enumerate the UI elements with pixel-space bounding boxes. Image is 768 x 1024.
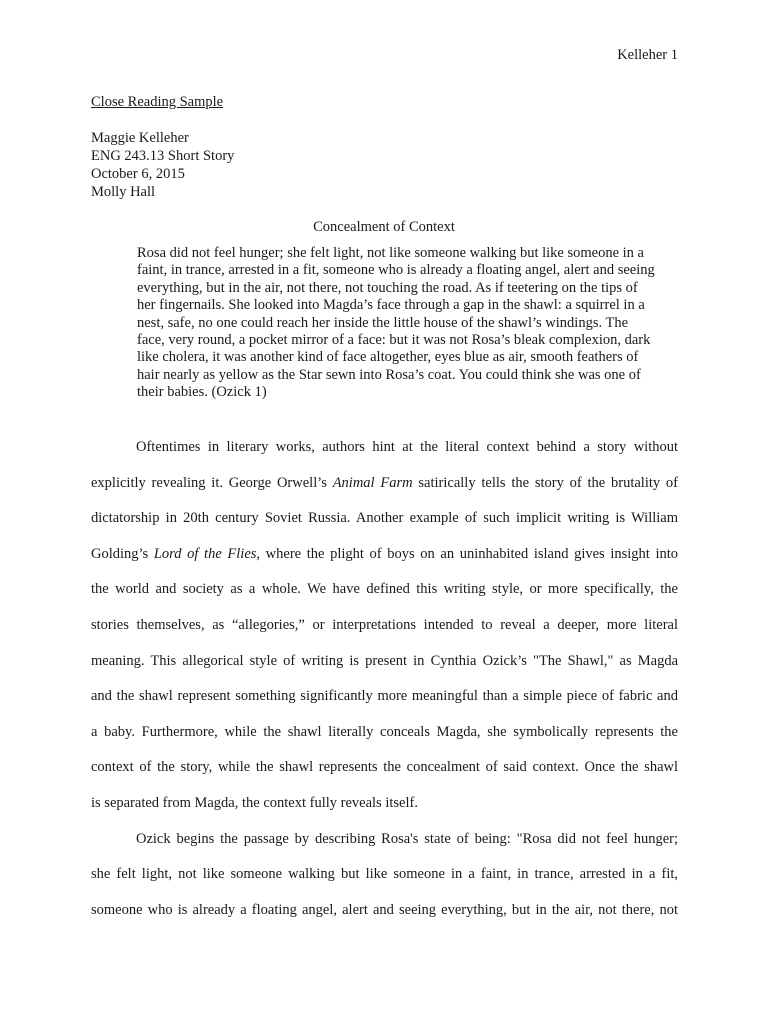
essay-title: Concealment of Context	[313, 219, 455, 235]
block-quote-line: hair nearly as yellow as the Star sewn into Rosa’s coat. You could think she was one of	[137, 366, 641, 383]
paragraph-line: meaning. This allegorical style of writing is present in Cynthia Ozick’s "The Shawl," as Magda	[91, 652, 678, 669]
block-quote-line: nest, safe, no one could reach her inside the little house of the shawl’s windings. The	[137, 314, 629, 331]
block-quote-line: everything, but in the air, not there, not touching the road. As if teetering on the tips of	[137, 279, 638, 296]
mla-heading	[91, 129, 234, 201]
paragraph-1	[91, 430, 678, 822]
instructor-name: Molly Hall	[91, 184, 156, 200]
text-run: explicitly revealing it. George Orwell’s	[91, 474, 333, 491]
paragraph-line: dictatorship in 20th century Soviet Russia. Another example of such implicit writing is William	[91, 510, 678, 527]
block-quote	[137, 245, 679, 402]
paragraph-2	[91, 822, 678, 929]
block-quote-line: faint, in trance, arrested in a fit, someone who is already a floating angel, alert and seeing	[137, 262, 655, 279]
book-title-lord-of-the-flies: Lord of the Flies	[153, 545, 257, 562]
paragraph-line: context of the story, while the shawl represents the concealment of said context. Once the shawl	[91, 759, 678, 776]
text-run: Golding’s	[91, 545, 154, 562]
date: October 6, 2015	[91, 166, 185, 182]
paragraph-line	[91, 466, 678, 502]
block-quote-line: like cholera, it was another kind of face altogether, eyes blue as air, smooth feathers of	[137, 349, 639, 366]
paragraph-line: she felt light, not like someone walking but like someone in a faint, in trance, arrested in a fit,	[91, 866, 678, 883]
block-quote-line: Rosa did not feel hunger; she felt light, not like someone walking but like someone in a	[137, 245, 644, 261]
paragraph-line: Ozick begins the passage by describing Rosa's state of being: "Rosa did not feel hunger;	[136, 830, 678, 847]
block-quote-line: face, very round, a pocket mirror of a face: but it was not Rosa’s bleak complexion, dark	[137, 332, 651, 349]
book-title-animal-farm: Animal Farm	[332, 474, 413, 491]
block-quote-line: their babies. (Ozick 1)	[137, 384, 267, 401]
sample-title: Close Reading Sample	[91, 94, 224, 110]
paragraph-line: the world and society as a whole. We have defined this writing style, or more specifically, the	[91, 581, 678, 598]
paragraph-line: is separated from Magda, the context fully reveals itself.	[91, 794, 418, 811]
essay-body	[91, 430, 678, 928]
paragraph-line: a baby. Furthermore, while the shawl literally conceals Magda, she symbolically represents the	[91, 723, 678, 740]
course-name: ENG 243.13 Short Story	[91, 148, 235, 164]
text-run: , where the plight of boys on an uninhabited island gives insight into	[256, 545, 679, 562]
text-run: satirically tells the story of the brutality of	[412, 474, 678, 491]
running-head: Kelleher 1	[617, 47, 678, 63]
paragraph-line: someone who is already a floating angel, alert and seeing everything, but in the air, not there, not	[91, 901, 678, 918]
paragraph-line	[91, 537, 678, 573]
paragraph-line: Oftentimes in literary works, authors hint at the literal context behind a story without	[136, 439, 678, 455]
paragraph-line: stories themselves, as “allegories,” or interpretations intended to reveal a deeper, more literal	[91, 616, 678, 633]
block-quote-line: her fingernails. She looked into Magda’s face through a gap in the shawl: a squirrel in a	[137, 297, 645, 314]
paragraph-line: and the shawl represent something significantly more meaningful than a simple piece of fabric and	[91, 688, 678, 705]
author-name: Maggie Kelleher	[91, 130, 189, 146]
